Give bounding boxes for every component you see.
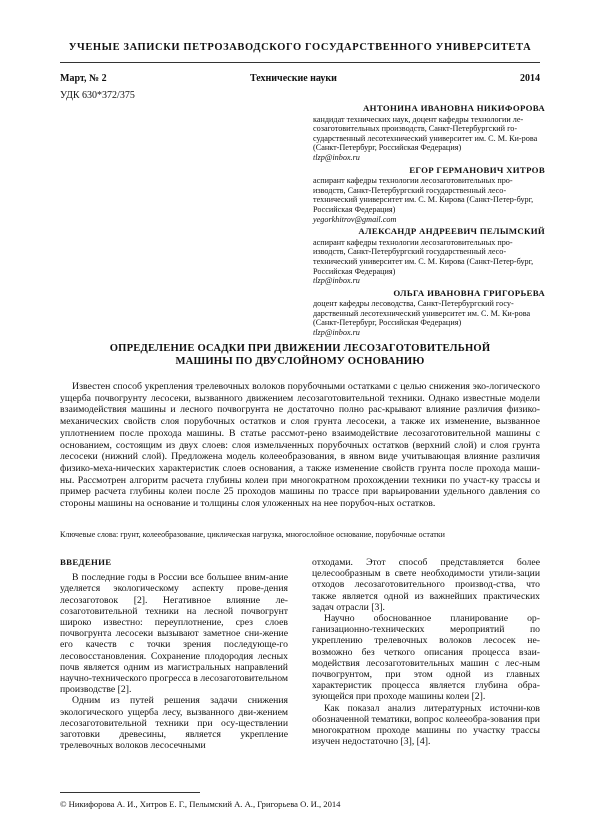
author-affiliation: аспирант кафедры технологии лесозаготовительных про-изводств, Санкт-Петербургский государственный лесо-технический университет им. С. М. Кирова (Санкт-Петер-бург, Российская Федерация) bbox=[313, 176, 534, 214]
author-affiliation: доцент кафедры лесоводства, Санкт-Петербургский госу-дарственный лесотехнический университет им. С. М. Ки-рова (Санкт-Петербург, Российская Федерация) bbox=[313, 299, 531, 328]
author-name: АНТОНИНА ИВАНОВНА НИКИФОРОВА bbox=[363, 103, 545, 113]
author-block bbox=[313, 104, 545, 163]
author-name: ЕГОР ГЕРМАНОВИЧ ХИТРОВ bbox=[409, 164, 545, 175]
footnote-rule bbox=[60, 792, 200, 793]
author-email: tlzp@inbox.ru bbox=[313, 152, 360, 162]
author-affiliation: аспирант кафедры технологии лесозаготовительных про-изводств, Санкт-Петербургский государственный лесо-технический университет им. С. М. Кирова (Санкт-Петер-бург, Российская Федерация) bbox=[313, 237, 534, 276]
paragraph: Одним из путей решения задачи снижения экологического ущерба лесу, вызванного дви-жением лесозаготовительной техники при осу-ществлении заготовки древесины, является укрепление трелевочных волоков лесосечными bbox=[60, 695, 288, 752]
author-list bbox=[313, 104, 545, 341]
right-column bbox=[312, 557, 540, 747]
header-rule bbox=[60, 62, 540, 63]
section-heading: ВВЕДЕНИЕ bbox=[60, 557, 112, 567]
issue-year: 2014 bbox=[520, 73, 540, 84]
paragraph: отходами. Этот способ представляется более целесообразным в свете необходимости утили-зации отходов лесозаготовительного производ-ства, что также является одной из важнейших практических задач отрасли [3]. bbox=[312, 557, 540, 613]
section-name: Технические науки bbox=[250, 73, 337, 84]
author-block bbox=[313, 227, 545, 286]
paragraph: В последние годы в России все большее вним-ание уделяется экологическому аспекту прове-дения лесозаготовок [2]. Негативное влияние ле-созаготовительной техники на лесной почвогрунт широко известно: переуплотнение, срез слоев почвогрунта лесосеки вызывают заметное сни-жение его качеств с точки зрения последующе-го лесовосстановления. Сохранение плодородия лесных почв является одним из магистральных направлений научно-технического прогресса в лесозаготовительном производстве [2]. bbox=[60, 572, 288, 696]
udk-code: УДК 630*372/375 bbox=[60, 90, 135, 101]
paragraph: Научно обоснованное планирование ор-ганизационно-технических мероприятий по укреплению трелевочных волоков лесосек не-возможно без четкого описания процесса взаи-модействия лесозаготовительных машин с лес-ным почвогрунтом, при этом одной из главных характеристик процесса является глубина обра-зующейся при проходе машины колеи [2]. bbox=[312, 613, 540, 703]
keywords: Ключевые слова: грунт, колееобразование, циклическая нагрузка, многослойное основание, порубочные остатки bbox=[60, 530, 445, 539]
author-email: yegorkhitrov@gmail.com bbox=[313, 214, 397, 224]
author-block bbox=[313, 166, 545, 225]
author-block bbox=[313, 289, 545, 338]
article-title: ОПРЕДЕЛЕНИЕ ОСАДКИ ПРИ ДВИЖЕНИИ ЛЕСОЗАГОТОВИТЕЛЬНОЙ МАШИНЫ ПО ДВУСЛОЙНОМУ ОСНОВАНИЮ bbox=[109, 343, 491, 367]
copyright-notice: © Никифорова А. И., Хитров Е. Г., Пелымский А. А., Григорьева О. И., 2014 bbox=[60, 799, 341, 809]
issue-number: Март, № 2 bbox=[60, 73, 107, 84]
author-name: ОЛЬГА ИВАНОВНА ГРИГОРЬЕВА bbox=[393, 287, 545, 298]
paragraph: Как показал анализ литературных источни-ков обозначенной тематики, вопрос колееобра-зования при многократном проходе машины по участку трассы изучен недостаточно [3], [4]. bbox=[312, 702, 540, 748]
author-email: tlzp@inbox.ru bbox=[313, 276, 360, 286]
author-name: АЛЕКСАНДР АНДРЕЕВИЧ ПЕЛЫМСКИЙ bbox=[358, 226, 545, 237]
abstract: Известен способ укрепления трелевочных волоков порубочными остатками с целью снижения эко-логического ущерба почвогрунту лесосеки, вызванного движением лесозаготовительной техники. Однако известные модели взаимодействия машины и лесного почвогрунта не достаточно полно рас-крывают влияние различия физико-механических свойств слоя порубочных остатков и слоя грунта лесосеки, а также их изменение, вызванное уплотнением после прохода машины. В статье рассмот-рено взаимодействие лесозаготовительной машины с основанием, состоящим из двух слоев: слоя измельченных порубочных остатков (верхний слой) и слоя грунта лесосеки (нижний слой). Предложена модель колееобразования, в явном виде учитывающая влияние различия физико-меха-нических характеристик слоев основания, а также изменение свойств грунта после прохода маши-ны. Рассмотрен алгоритм расчета глубины колеи при многократном прохождении техники по участ-ку трассы и пример расчета глубины колеи после 25 проходов машины по трассе при варьировании удельного давления со стороны машины на основание и толщины слоя уложенных на нее порубоч-ных остатков. bbox=[60, 381, 540, 510]
author-email: tlzp@inbox.ru bbox=[313, 328, 360, 338]
author-affiliation: кандидат технических наук, доцент кафедры технологии ле-созаготовительных производств, Санкт-Петербургский го-сударственный лесотехнический университет им. С. М. Ки-рова (Санкт-Петербург, Российская Федерация) bbox=[313, 114, 538, 153]
journal-title: УЧЕНЫЕ ЗАПИСКИ ПЕТРОЗАВОДСКОГО ГОСУДАРСТВЕННОГО УНИВЕРСИТЕТА bbox=[68, 42, 532, 53]
left-column bbox=[60, 557, 288, 751]
